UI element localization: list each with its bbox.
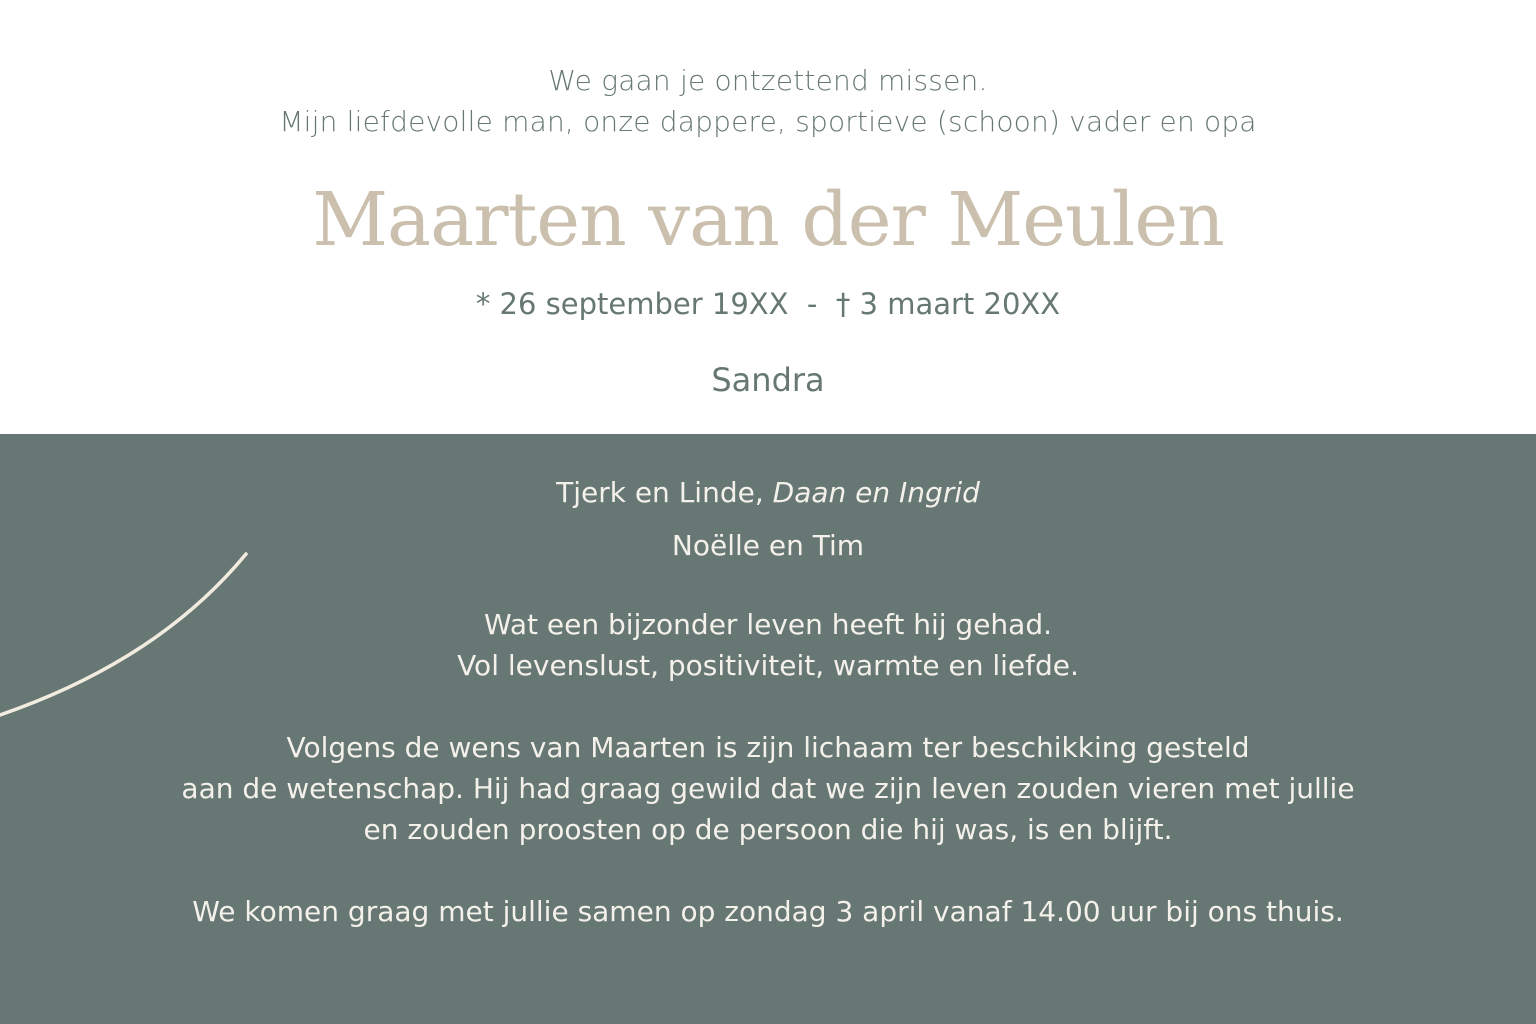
- signer-name: Sandra: [711, 361, 825, 399]
- message-p2-line-2: aan de wetenschap. Hij had graag gewild dat we zijn leven zouden vieren met jullie: [181, 772, 1355, 805]
- message-p2-line-1: Volgens de wens van Maarten is zijn lichaam ter beschikking gesteld: [286, 731, 1250, 764]
- family-line-1: [0, 472, 1536, 513]
- intro-text: [0, 60, 1536, 142]
- deceased-name: Maarten van der Meulen: [312, 177, 1224, 263]
- message-p3: We komen graag met jullie samen op zondag 3 april vanaf 14.00 uur bij ons thuis.: [192, 895, 1344, 928]
- intro-line-1: We gaan je ontzettend missen.: [548, 64, 988, 97]
- message-p2-line-3: en zouden proosten op de persoon die hij was, is en blijft.: [363, 813, 1173, 846]
- message-p1-line-1: Wat een bijzonder leven heeft hij gehad.: [483, 608, 1053, 641]
- family-names-italic: Daan en Ingrid: [772, 476, 980, 509]
- family-line-2: Noëlle en Tim: [671, 529, 865, 562]
- card-top-section: [0, 0, 1536, 434]
- card-bottom-section: [0, 434, 1536, 1024]
- life-dates: * 26 september 19XX - † 3 maart 20XX: [475, 287, 1061, 321]
- intro-line-2: Mijn liefdevolle man, onze dappere, sportieve (schoon) vader en opa: [279, 105, 1257, 138]
- message-p1-line-2: Vol levenslust, positiviteit, warmte en liefde.: [457, 649, 1079, 682]
- family-names-plain: Tjerk en Linde,: [556, 476, 773, 509]
